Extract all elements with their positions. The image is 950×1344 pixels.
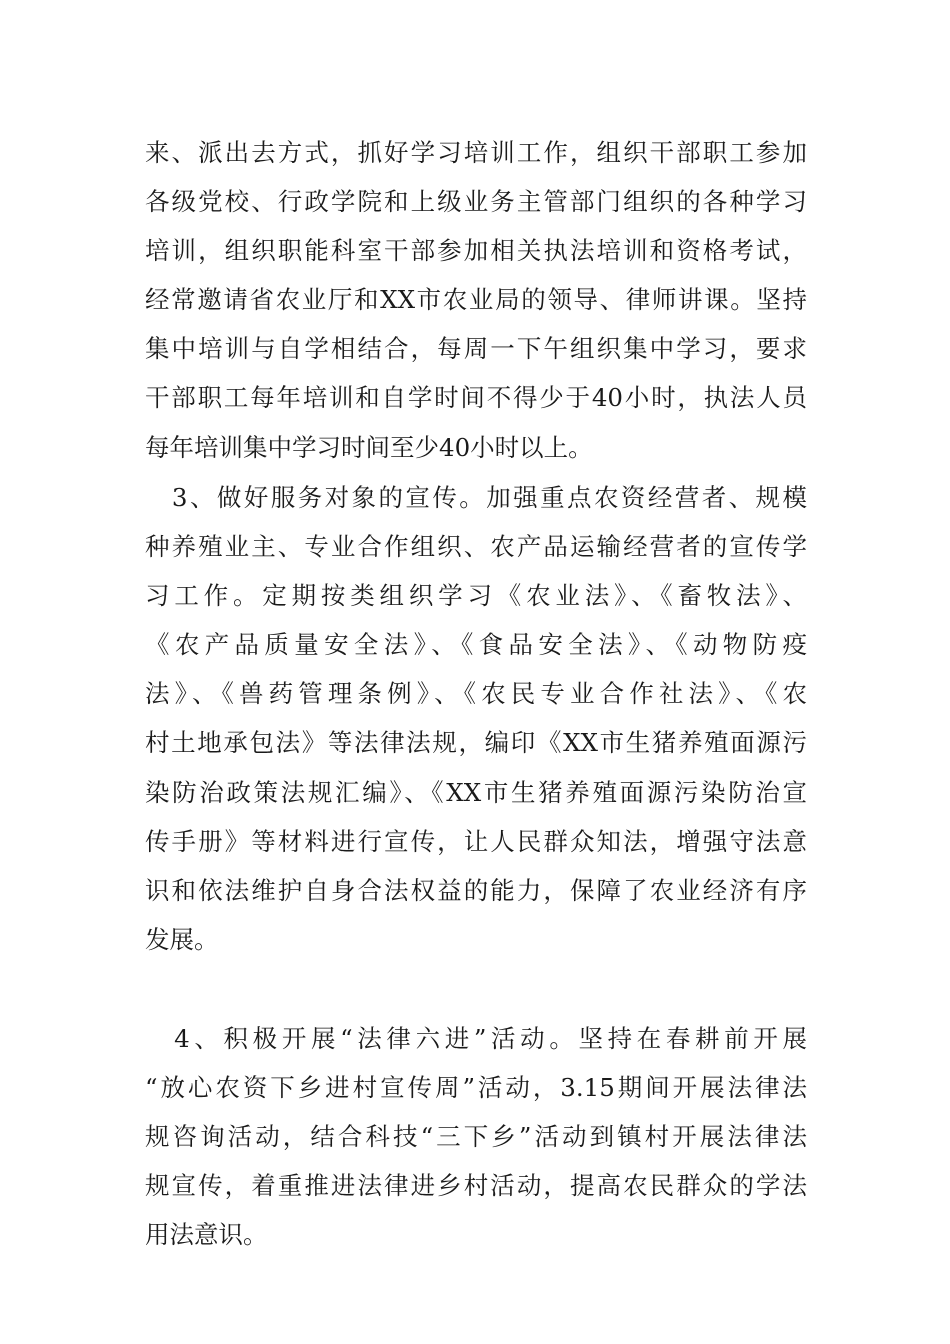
text-line: 干部职工每年培训和自学时间不得少于40小时，执法人员	[145, 383, 807, 413]
text-line: 3、做好服务对象的宣传。加强重点农资经营者、规模	[145, 483, 807, 512]
paragraph-item-3	[145, 473, 807, 964]
text-line: “放心农资下乡进村宣传周”活动，3.15期间开展法律法	[145, 1073, 807, 1103]
text-line: 规咨询活动，结合科技“三下乡”活动到镇村开展法律法	[145, 1122, 807, 1152]
text-line: 集中培训与自学相结合，每周一下午组织集中学习，要求	[145, 334, 807, 364]
text-line: 4、积极开展“法律六进”活动。坚持在春耕前开展	[145, 1024, 807, 1053]
text-line: 识和依法维护自身合法权益的能力，保障了农业经济有序	[145, 875, 807, 905]
text-line: 经常邀请省农业厅和XX市农业局的领导、律师讲课。坚持	[145, 285, 807, 315]
text-line: 规宣传，着重推进法律进乡村活动，提高农民群众的学法	[145, 1171, 807, 1201]
text-line: 染防治政策法规汇编》、《XX市生猪养殖面源污染防治宣	[145, 777, 807, 807]
paragraph-continuation	[145, 128, 807, 472]
text-line: 传手册》等材料进行宣传，让人民群众知法，增强守法意	[145, 826, 807, 856]
text-line: 法》、《兽药管理条例》、《农民专业合作社法》、《农	[145, 679, 807, 709]
text-line: 村土地承包法》等法律法规，编印《XX市生猪养殖面源污	[145, 728, 807, 758]
text-line: 培训，组织职能科室干部参加相关执法培训和资格考试，	[145, 236, 807, 266]
text-line: 用法意识。	[145, 1220, 268, 1250]
text-line: 来、派出去方式，抓好学习培训工作，组织干部职工参加	[145, 138, 807, 167]
text-line: 各级党校、行政学院和上级业务主管部门组织的各种学习	[145, 187, 807, 217]
paragraph-item-4	[145, 1014, 807, 1259]
text-line: 种养殖业主、专业合作组织、农产品运输经营者的宣传学	[145, 532, 807, 562]
text-line: 习工作。定期按类组织学习《农业法》、《畜牧法》、	[145, 581, 807, 611]
text-line: 每年培训集中学习时间至少40小时以上。	[145, 432, 593, 462]
text-line: 《农产品质量安全法》、《食品安全法》、《动物防疫	[145, 630, 807, 660]
text-line: 发展。	[145, 924, 219, 954]
